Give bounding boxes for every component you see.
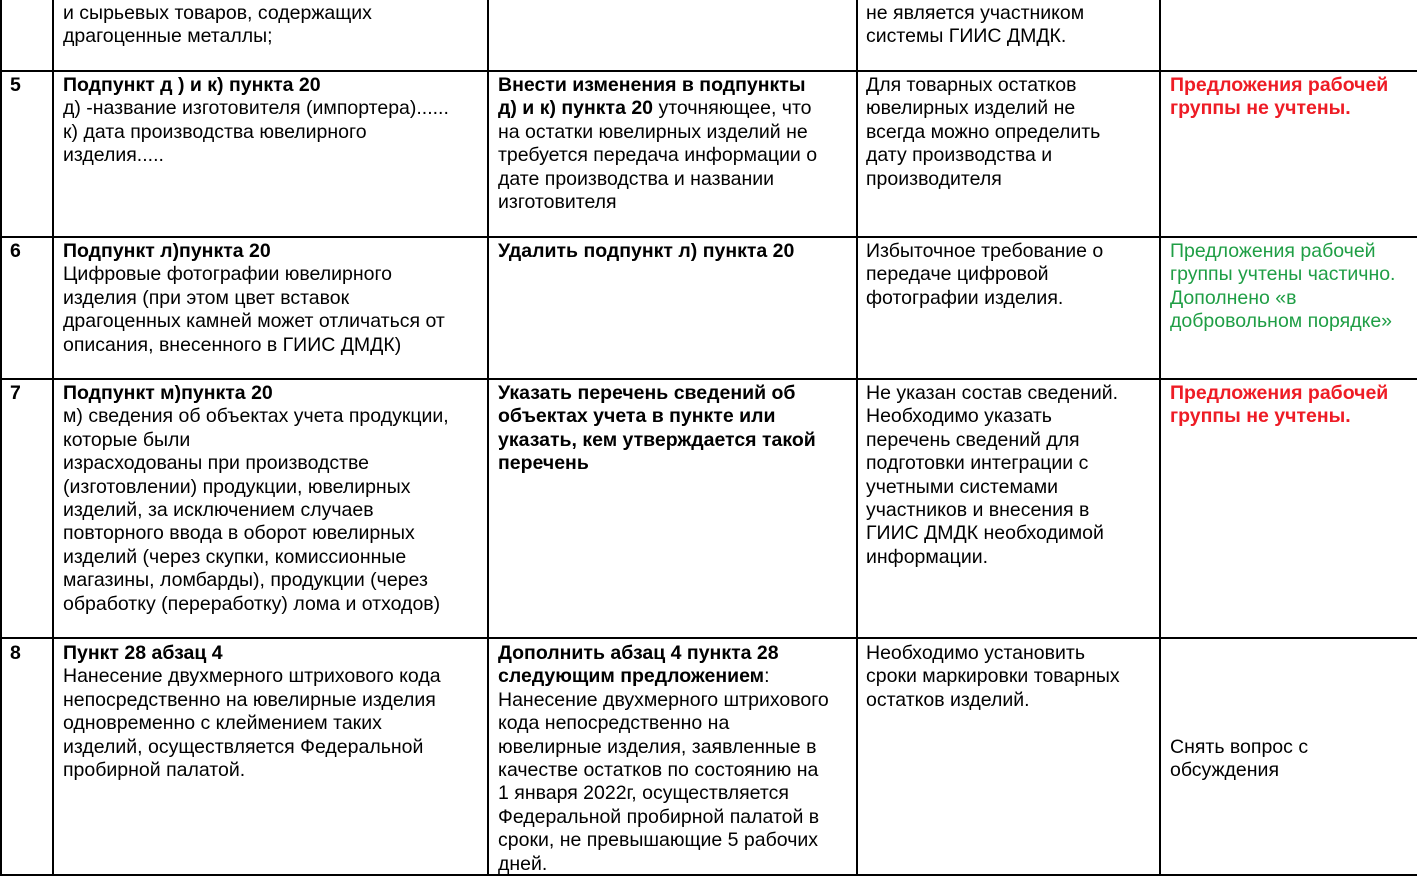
cell-text-line: д) -название изготовителя (импортера)...... (63, 97, 449, 120)
table-cell-item (63, 240, 483, 357)
cell-text-line: сроки, не превышающие 5 рабочих (498, 829, 819, 852)
row-divider-6 (0, 236, 1417, 238)
cell-text-line: пробирной палатой. (63, 759, 246, 782)
proposal-bold-line: Внести изменения в подпункты (498, 74, 806, 96)
cell-text-line: описания, внесенного в ГИИС ДМДК) (63, 333, 402, 356)
column-divider-4 (1159, 0, 1161, 876)
status-line: Предложения рабочей (1170, 382, 1389, 404)
row-number: 7 (10, 382, 21, 404)
proposal-bold-line: объектах учета в пункте или (498, 405, 776, 428)
cell-text-line: на остатки ювелирных изделий не (498, 120, 808, 143)
table-cell-proposal (498, 642, 853, 876)
table-cell-item (63, 642, 483, 782)
status-line: добровольном порядке» (1170, 310, 1393, 333)
proposal-bold-line: Дополнить абзац 4 пункта 28 (498, 642, 779, 664)
item-title: Пункт 28 абзац 4 (63, 642, 223, 664)
cell-text-line: участников и внесения в (866, 499, 1090, 522)
proposal-bold-line: указать, кем утверждается такой (498, 428, 816, 451)
column-divider-2 (487, 0, 489, 876)
cell-text-line: учетными системами (866, 475, 1059, 498)
table-cell-reason-continued (866, 2, 1156, 49)
table-cell-reason (866, 642, 1156, 712)
proposal-bold-line: д) и к) пункта 20 (498, 97, 654, 120)
cell-text-line: остатков изделий. (866, 688, 1030, 711)
cell-text-line: сроки маркировки товарных (866, 665, 1120, 688)
cell-text-line: изделий, осуществляется Федеральной (63, 735, 424, 758)
row-number: 5 (10, 74, 21, 96)
cell-text-line: всегда можно определить (866, 120, 1101, 143)
cell-text-line: ювелирные изделия, заявленные в (498, 735, 817, 758)
cell-text-line: качестве остатков по состоянию на (498, 759, 819, 782)
table-cell-proposal (498, 74, 853, 214)
cell-text-line: Для товарных остатков (866, 74, 1077, 96)
cell-text-line: Цифровые фотографии ювелирного (63, 263, 392, 286)
cell-text-line: Нанесение двухмерного штрихового (498, 688, 829, 711)
status-line: группы учтены частично. (1170, 263, 1396, 286)
table-cell-proposal (498, 382, 853, 476)
cell-text-line: непосредственно на ювелирные изделия (63, 688, 436, 711)
table-cell-item-continued (63, 2, 483, 49)
cell-text-line: дату производства и (866, 144, 1053, 167)
table-cell-reason (866, 74, 1156, 191)
table-cell-status (1170, 74, 1415, 121)
cell-text-line: м) сведения об объектах учета продукции, (63, 405, 449, 428)
cell-text-line: которые были (63, 428, 191, 451)
cell-text-line: магазины, ломбарды), продукции (через (63, 569, 428, 592)
cell-text-line: подготовки интеграции с (866, 452, 1089, 475)
column-divider-1 (52, 0, 54, 876)
row-divider-7 (0, 378, 1417, 380)
cell-text-line: обработку (переработку) лома и отходов) (63, 592, 441, 615)
cell-text-line: системы ГИИС ДМДК. (866, 25, 1067, 48)
cell-text-line: фотографии изделия. (866, 286, 1064, 309)
item-title: Подпункт м)пункта 20 (63, 382, 273, 404)
table-cell-reason (866, 382, 1156, 569)
cell-text-line: перечень сведений для (866, 428, 1080, 451)
status-line: Предложения рабочей (1170, 74, 1389, 96)
row-divider-5 (0, 70, 1417, 72)
proposal-tail: : (764, 665, 770, 688)
cell-text-line: производителя (866, 167, 1002, 190)
cell-text-line: изделий, за исключением случаев (63, 499, 374, 522)
cell-text-line: изготовителя (498, 191, 617, 214)
cell-text-line: и сырьевых товаров, содержащих (63, 2, 372, 24)
table-border-left (0, 0, 2, 876)
proposal-bold-line: Указать перечень сведений об (498, 382, 796, 404)
cell-text-line: дней. (498, 852, 548, 875)
item-title: Подпункт л)пункта 20 (63, 240, 271, 262)
cell-text-line: передаче цифровой (866, 263, 1049, 286)
cell-text-line: кода непосредственно на (498, 712, 730, 735)
status-line: группы не учтены. (1170, 405, 1351, 428)
cell-text-line: Федеральной пробирной палатой в (498, 805, 820, 828)
table-cell-reason (866, 240, 1156, 310)
cell-text-line: изделий (через скупки, комиссионные (63, 545, 407, 568)
cell-text-line: Избыточное требование о (866, 240, 1104, 262)
cell-text-line: одновременно с клеймением таких (63, 712, 382, 735)
proposal-bold-line: следующим предложением (498, 665, 765, 688)
cell-text-line: ювелирных изделий не (866, 97, 1076, 120)
cell-text-line: изделия (при этом цвет вставок (63, 286, 350, 309)
table-cell-item (63, 74, 483, 168)
cell-text-line: к) дата производства ювелирного (63, 120, 367, 143)
cell-text-line: изделия..... (63, 144, 164, 167)
cell-text-line: драгоценных камней может отличаться от (63, 310, 445, 333)
cell-text-line: дате производства и названии (498, 167, 775, 190)
status-line: Снять вопрос с (1170, 736, 1309, 758)
item-title: Подпункт д ) и к) пункта 20 (63, 74, 321, 96)
status-line: Предложения рабочей (1170, 240, 1376, 262)
table-cell-status (1170, 736, 1415, 783)
cell-text-line: ГИИС ДМДК необходимой (866, 522, 1104, 545)
status-line: обсуждения (1170, 759, 1280, 782)
cell-text-line: драгоценные металлы; (63, 25, 273, 48)
proposal-tail: уточняющее, что (653, 97, 812, 120)
cell-text-line: израсходованы при производстве (63, 452, 370, 475)
cell-text-line: (изготовлении) продукции, ювелирных (63, 475, 411, 498)
column-divider-3 (856, 0, 858, 876)
table-cell-item (63, 382, 483, 616)
row-number: 8 (10, 642, 21, 664)
cell-text-line: Не указан состав сведений. (866, 382, 1119, 404)
table-cell-status (1170, 382, 1415, 429)
cell-text-line: Необходимо указать (866, 405, 1052, 428)
table-cell-proposal (498, 240, 853, 263)
cell-text-line: Нанесение двухмерного штрихового кода (63, 665, 441, 688)
row-divider-8 (0, 637, 1417, 639)
cell-text-line: 1 января 2022г, осуществляется (498, 782, 789, 805)
cell-text-line: повторного ввода в оборот ювелирных (63, 522, 415, 545)
proposal-bold-line: перечень (498, 452, 589, 475)
cell-text-line: не является участником (866, 2, 1085, 24)
cell-text-line: требуется передача информации о (498, 144, 818, 167)
cell-text-line: информации. (866, 545, 989, 568)
proposal-bold-line: Удалить подпункт л) пункта 20 (498, 240, 795, 262)
status-line: Дополнено «в (1170, 286, 1297, 309)
row-number: 6 (10, 240, 21, 262)
table-cell-status (1170, 240, 1415, 334)
status-line: группы не учтены. (1170, 97, 1351, 120)
cell-text-line: Необходимо установить (866, 642, 1085, 664)
